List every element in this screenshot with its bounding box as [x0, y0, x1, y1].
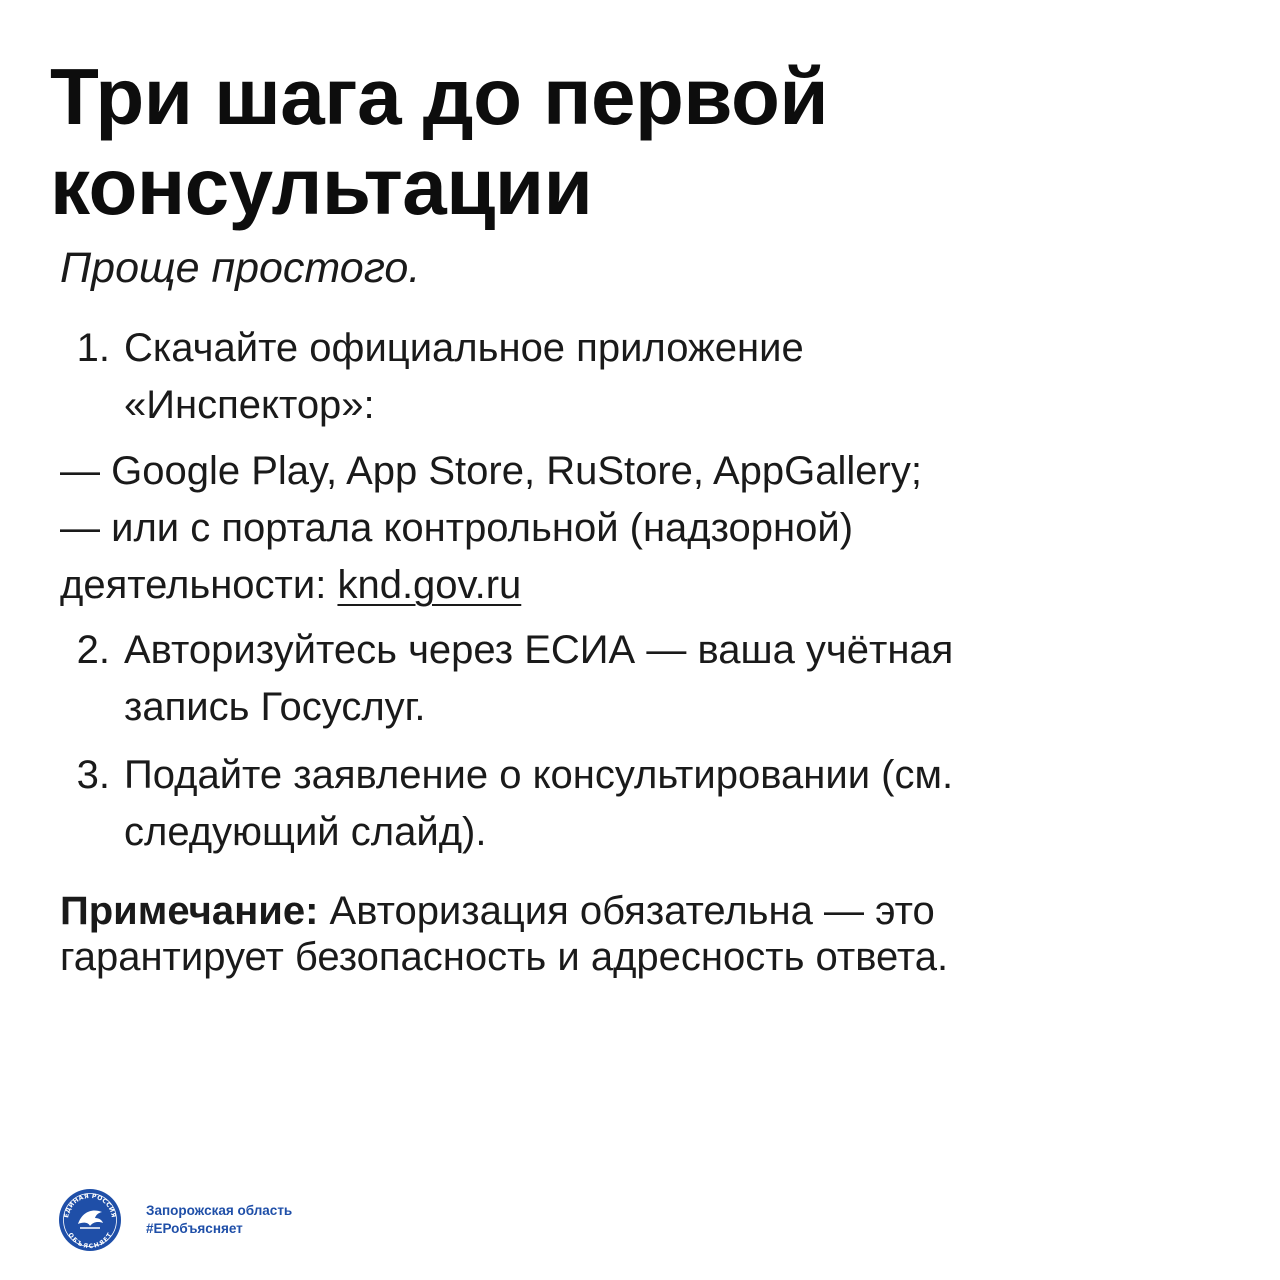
note-line-2: гарантирует безопасность и адресность ответа.: [60, 935, 949, 979]
united-russia-logo-icon: [58, 1188, 122, 1252]
footer-caption: [146, 1202, 292, 1238]
sources-line-3-prefix: деятельности:: [60, 563, 338, 607]
footer-region: Запорожская область: [146, 1203, 293, 1218]
note-text-1: Авторизация обязательна — это: [318, 889, 935, 933]
title-line-2: консультации: [50, 142, 593, 231]
step-1: [60, 320, 1180, 434]
download-sources: [60, 443, 1220, 614]
note-label: Примечание:: [60, 889, 319, 933]
footer-hashtag: #ЕРобъясняет: [146, 1221, 243, 1236]
sources-line-3: [60, 557, 1220, 614]
step-number: 3.: [76, 753, 110, 797]
sources-line-2: — или с портала контрольной (надзорной): [60, 506, 854, 550]
logo-text-top: ЕДИНАЯ РОССИЯ: [63, 1192, 117, 1219]
sources-line-1: — Google Play, App Store, RuStore, AppGallery;: [60, 449, 922, 493]
step-2-line-2: запись Госуслуг.: [124, 685, 426, 729]
step-1-line-1: Скачайте официальное приложение: [124, 326, 804, 370]
step-3: [60, 747, 1180, 861]
step-number: 2.: [76, 628, 110, 672]
step-number: 1.: [76, 326, 110, 370]
title-line-1: Три шага до первой: [50, 52, 829, 141]
page-title: [50, 52, 1230, 232]
step-3-line-1: Подайте заявление о консультировании (см.: [124, 753, 954, 797]
step-3-line-2: следующий слайд).: [124, 810, 487, 854]
note: [60, 888, 1220, 980]
step-1-line-2: «Инспектор»:: [124, 383, 375, 427]
step-2-line-1: Авторизуйтесь через ЕСИА — ваша учётная: [124, 628, 954, 672]
subtitle: Проще простого.: [60, 244, 421, 292]
knd-link[interactable]: knd.gov.ru: [337, 563, 522, 607]
note-line-1: [60, 888, 1220, 934]
step-2: [60, 622, 1180, 736]
logo-text-bottom: ОБЪЯСНЯЕТ: [66, 1231, 114, 1251]
